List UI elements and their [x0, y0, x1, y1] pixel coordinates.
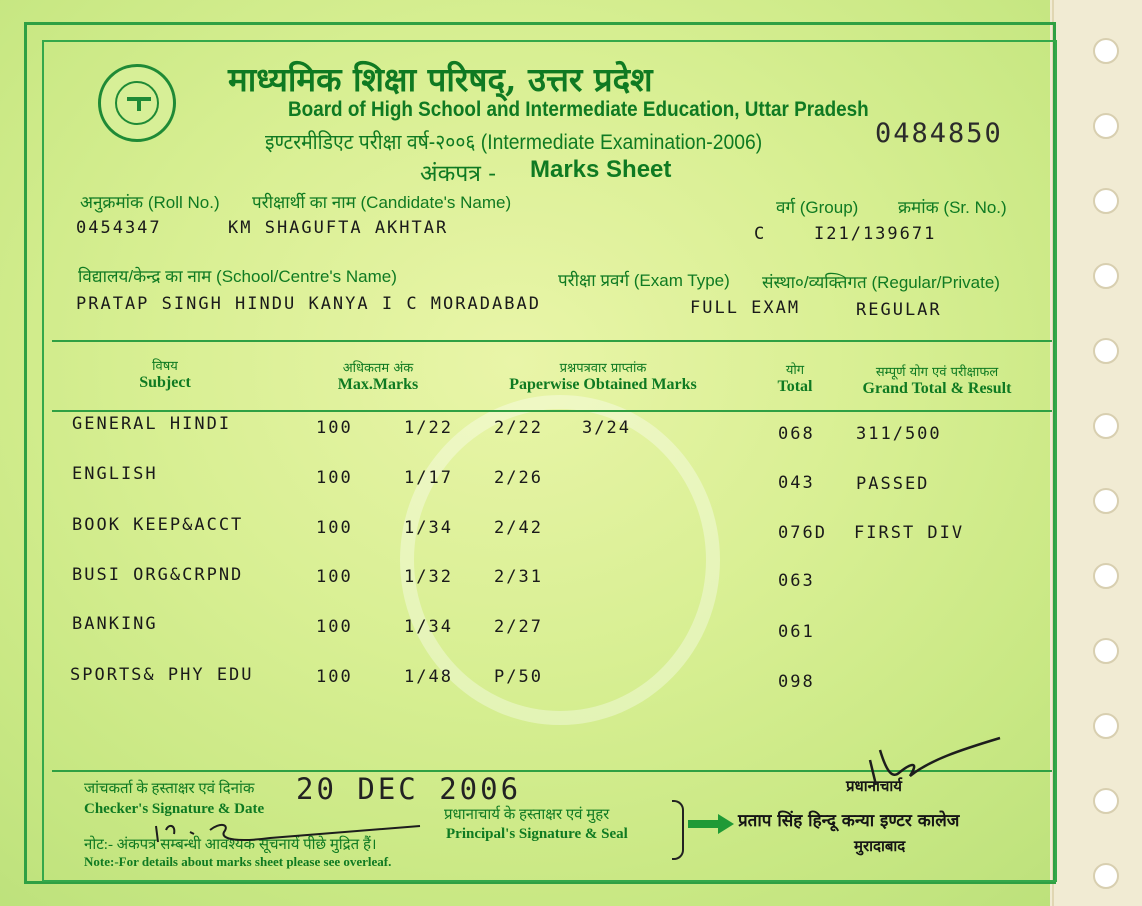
roll-no-value: 0454347: [76, 218, 162, 238]
sr-no-label: क्रमांक (Sr. No.): [898, 198, 1007, 217]
stamp-school-line: प्रताप सिंह हिन्दू कन्या इण्टर कालेज: [738, 811, 960, 831]
subject-cell: GENERAL HINDI: [72, 414, 232, 434]
paper1-cell: 1/34: [404, 617, 453, 637]
perforation-hole: [1093, 413, 1119, 439]
principal-label-english: Principal's Signature & Seal: [446, 826, 628, 842]
total-cell: 043: [778, 473, 815, 493]
max-marks-cell: 100: [316, 518, 353, 538]
group-value: C: [754, 224, 767, 244]
total-cell: 068: [778, 424, 815, 444]
stamp-title: प्रधानाचार्य: [846, 777, 902, 795]
paper2-cell: 2/26: [494, 468, 543, 488]
exam-title: इण्टरमीडिएट परीक्षा वर्ष-२००६ (Intermediate Examination-2006): [265, 131, 763, 154]
exam-type-label: परीक्षा प्रवर्ग (Exam Type): [558, 271, 730, 290]
result-cell: PASSED: [856, 474, 930, 494]
perforated-strip: [1050, 0, 1142, 906]
max-marks-cell: 100: [316, 567, 353, 587]
paper1-cell: 1/48: [404, 667, 453, 687]
perforation-hole: [1093, 713, 1119, 739]
grand-total-header: सम्पूर्ण योग एवं परीक्षाफल Grand Total & Result: [862, 365, 1012, 397]
checker-label-hindi: जांचकर्ता के हस्ताक्षर एवं दिनांक: [84, 781, 255, 797]
brace: [672, 800, 684, 860]
doc-title-english: Marks Sheet: [530, 156, 672, 183]
checked-date: 20 DEC 2006: [296, 772, 522, 806]
perforation-hole: [1093, 488, 1119, 514]
paper1-cell: 1/22: [404, 418, 453, 438]
max-marks-cell: 100: [316, 667, 353, 687]
sr-no-value: I21/139671: [814, 224, 937, 244]
board-title-hindi: माध्यमिक शिक्षा परिषद्, उत्तर प्रदेश: [228, 60, 653, 99]
school-value: PRATAP SINGH HINDU KANYA I C MORADABAD: [76, 294, 541, 314]
paper2-cell: 2/22: [494, 418, 543, 438]
paper2-cell: 2/42: [494, 518, 543, 538]
regular-private-label: संस्था०/व्यक्तिगत (Regular/Private): [762, 273, 1000, 292]
subject-cell: ENGLISH: [72, 464, 158, 484]
school-label: विद्यालय/केन्द्र का नाम (School/Centre's Name): [78, 267, 397, 286]
paper3-cell: 3/24: [582, 418, 631, 438]
exam-type-value: FULL EXAM: [690, 298, 801, 318]
arrow-head-icon: [718, 814, 734, 834]
perforation-hole: [1093, 113, 1119, 139]
subject-cell: BUSI ORG&CRPND: [72, 565, 244, 585]
max-marks-header: अधिकतम अंक Max.Marks: [337, 361, 419, 393]
paper1-cell: 1/32: [404, 567, 453, 587]
perforation-hole: [1093, 188, 1119, 214]
arrow-icon: [688, 820, 720, 828]
perforation-hole: [1093, 263, 1119, 289]
max-marks-cell: 100: [316, 468, 353, 488]
checker-signature: [150, 812, 430, 852]
principal-label-hindi: प्रधानाचार्य के हस्ताक्षर एवं मुहर: [444, 807, 610, 823]
roll-no-label: अनुक्रमांक (Roll No.): [80, 193, 220, 212]
perforation-hole: [1093, 863, 1119, 889]
note-english: Note:-For details about marks sheet please see overleaf.: [84, 854, 392, 869]
total-header: योग Total: [777, 363, 813, 395]
paper2-cell: 2/31: [494, 567, 543, 587]
subject-cell: BOOK KEEP&ACCT: [72, 515, 244, 535]
total-cell: 063: [778, 571, 815, 591]
paper2-cell: 2/27: [494, 617, 543, 637]
max-marks-cell: 100: [316, 418, 353, 438]
subject-cell: BANKING: [72, 614, 158, 634]
result-cell: 311/500: [856, 424, 942, 444]
paper1-cell: 1/17: [404, 468, 453, 488]
total-cell: 061: [778, 622, 815, 642]
stamp-city-line: मुरादाबाद: [854, 837, 906, 855]
result-cell: FIRST DIV: [854, 523, 965, 543]
paper1-cell: 1/34: [404, 518, 453, 538]
table-header-rule: [52, 410, 1052, 412]
perforation-hole: [1093, 338, 1119, 364]
regular-private-value: REGULAR: [856, 300, 942, 320]
perforation-hole: [1093, 788, 1119, 814]
doc-title-hindi: अंकपत्र -: [420, 161, 497, 187]
paper2-cell: P/50: [494, 667, 543, 687]
note-hindi: नोट:- अंकपत्र सम्बन्धी आवश्यक सूचनायें पीछे मुद्रित हैं।: [84, 837, 377, 853]
total-cell: 076D: [778, 523, 827, 543]
total-cell: 098: [778, 672, 815, 692]
perforation-hole: [1093, 563, 1119, 589]
checker-label-english: Checker's Signature & Date: [84, 801, 265, 817]
subject-cell: SPORTS& PHY EDU: [70, 665, 254, 685]
candidate-name-value: KM SHAGUFTA AKHTAR: [228, 218, 449, 238]
subject-header: विषय Subject: [139, 359, 191, 391]
group-label: वर्ग (Group): [776, 198, 859, 217]
principal-signature: [840, 730, 1020, 790]
serial-number: 0484850: [875, 118, 1003, 149]
board-title-english: Board of High School and Intermediate Education, Uttar Pradesh: [288, 98, 869, 121]
max-marks-cell: 100: [316, 617, 353, 637]
perforation-hole: [1093, 38, 1119, 64]
candidate-name-label: परीक्षार्थी का नाम (Candidate's Name): [252, 193, 512, 212]
paperwise-header: प्रश्नपत्रवार प्राप्तांक Paperwise Obtained Marks: [509, 361, 697, 393]
board-seal-icon: [98, 64, 176, 142]
table-top-rule: [52, 340, 1052, 342]
perforation-hole: [1093, 638, 1119, 664]
